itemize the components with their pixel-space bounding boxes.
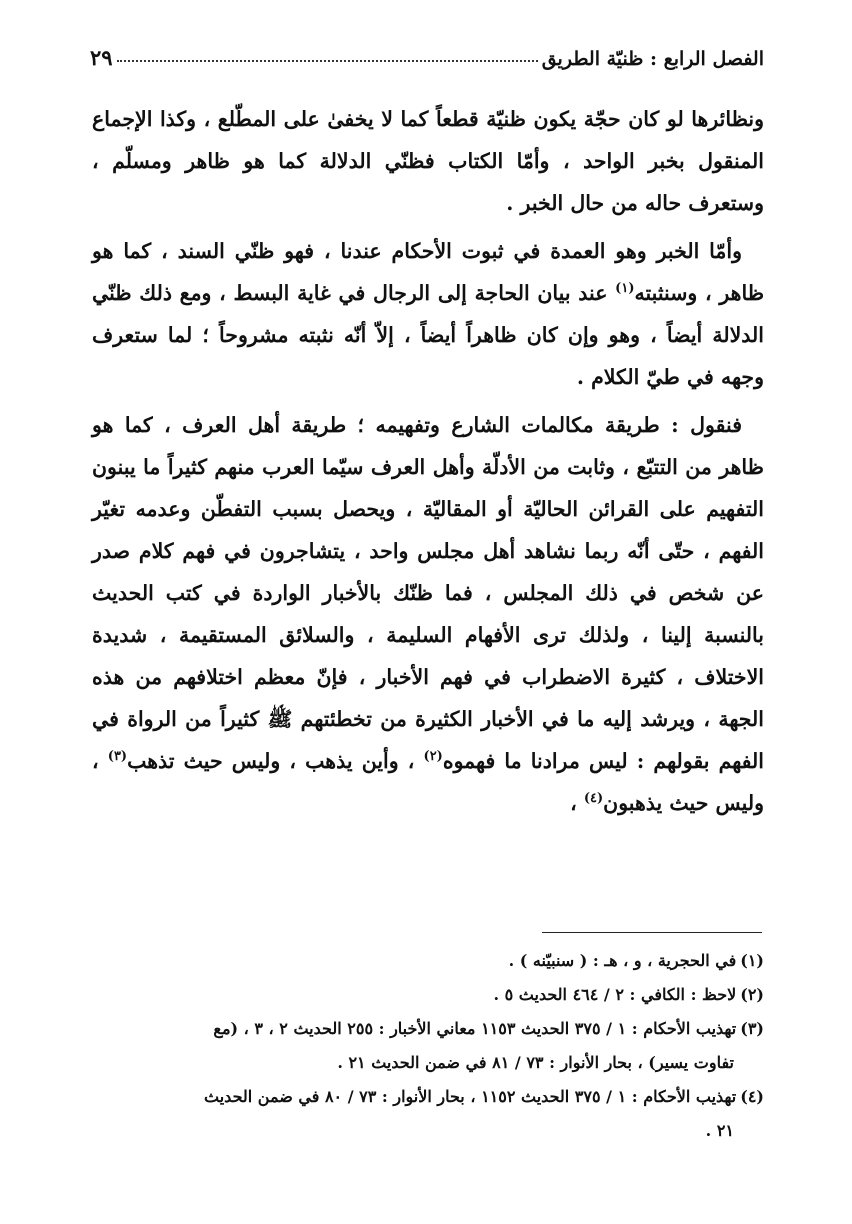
footnote-3 — [92, 1012, 764, 1046]
footnote-number: (٤) — [740, 1087, 764, 1106]
footnote-ref-3[interactable]: (٣) — [107, 749, 128, 765]
footnote-2 — [92, 978, 764, 1012]
footnote-number: (٣) — [740, 1019, 764, 1038]
footnotes — [92, 944, 764, 1148]
footnote-4 — [92, 1080, 764, 1114]
footnote-text: ٢١ . — [705, 1121, 734, 1140]
paragraph-1 — [92, 98, 764, 224]
paragraph-1-text: ونظائرها لو كان حجّة يكون ظنيّة قطعاً كما لا يخفىٰ على المطّلع ، وكذا الإجماع المنقول بخبر الواحد ، وأمّا الكتاب فظنّي الدلالة كما هو ظاهر ومسلّم ، وستعرف حاله من حال الخبر . — [92, 107, 764, 215]
chapter-title: الفصل الرابع : ظنيّة الطريق — [541, 48, 764, 70]
footnote-text: تهذيب الأحكام : ١ / ٣٧٥ الحديث ١١٥٢ ، بحار الأنوار : ٧٣ / ٨٠ في ضمن الحديث — [204, 1087, 737, 1106]
footnote-ref-1[interactable]: (١) — [615, 281, 635, 297]
main-text — [92, 98, 764, 830]
paragraph-2-text-b: عند بيان الحاجة إلى الرجال في غاية البسط ، ومع ذلك ظنّي الدلالة أيضاً ، وهو وإن كان ظاهراً أيضاً ، إلاّ أنّه نثبته مشروحاً ؛ لما ستعرف وجهه في طيّ الكلام . — [92, 281, 764, 389]
paragraph-2-text-a: وأمّا الخبر وهو العمدة في ثبوت الأحكام عندنا ، فهو ظنّي السند ، كما هو ظاهر ، وسنثبته — [92, 239, 765, 305]
footnote-4-continued — [92, 1114, 764, 1148]
footnote-number: (١) — [740, 951, 764, 970]
leader-dots — [117, 59, 538, 62]
footnote-ref-4[interactable]: (٤) — [583, 791, 604, 807]
footnote-text: تهذيب الأحكام : ١ / ٣٧٥ الحديث ١١٥٣ معاني الأخبار : ٢٥٥ الحديث ٢ ، ٣ ، (مع — [213, 1019, 737, 1038]
footnote-1 — [92, 944, 764, 978]
paragraph-3-text-c: ، وليس حيث يذهبون — [92, 749, 764, 815]
footnote-number: (٢) — [740, 985, 764, 1004]
footnote-text: لاحظ : الكافي : ٢ / ٤٦٤ الحديث ٥ . — [493, 985, 737, 1004]
footnote-ref-2[interactable]: (٢) — [423, 749, 443, 765]
footnote-3-continued — [92, 1046, 764, 1080]
paragraph-3-text-d: ، — [570, 791, 584, 815]
footnote-text: تفاوت يسير) ، بحار الأنوار : ٧٣ / ٨١ في ضمن الحديث ٢١ . — [337, 1053, 734, 1072]
paragraph-3-text-a: طريقة مكالمات الشارع وتفهيمه ؛ طريقة أهل العرف ، كما هو ظاهر من التتبّع ، وثابت من الأدلّة وأهل العرف سيّما العرب منهم كثيراً ما يبنون التفهيم على القرائن الحاليّة أو المقاليّة ، ويحصل بسبب التفطّن وعدمه تغيّر الفهم ، حتّى أنّه ربما نشاهد أهل مجلس واحد ، يتشاجرون في فهم كلام صدر عن شخص في ذلك المجلس ، فما ظنّك بالأخبار الواردة في كتب الحديث بالنسبة إلينا ، ولذلك ترى الأفهام السليمة ، والسلائق المستقيمة ، شديدة الاختلاف ، كثيرة الاضطراب في فهم الأخبار ، فإنّ معظم اختلافهم من هذه الجهة ، ويرشد إليه ما في الأخبار الكثيرة من تخطئتهم ﷺ كثيراً من الرواة في الفهم بقولهم : ليس مرادنا ما فهموه — [92, 413, 764, 773]
footnote-text: في الحجرية ، و ، هـ : ( سنبيّنه ) . — [508, 951, 737, 970]
footnote-separator — [542, 932, 762, 933]
paragraph-2 — [92, 230, 764, 398]
paragraph-3 — [92, 404, 764, 824]
running-header — [90, 30, 764, 70]
paragraph-3-text-b: ، وأين يذهب ، وليس حيث تذهب — [127, 749, 424, 773]
paragraph-3-lead: فنقول : — [671, 413, 742, 437]
page-number: ٢٩ — [90, 45, 113, 70]
